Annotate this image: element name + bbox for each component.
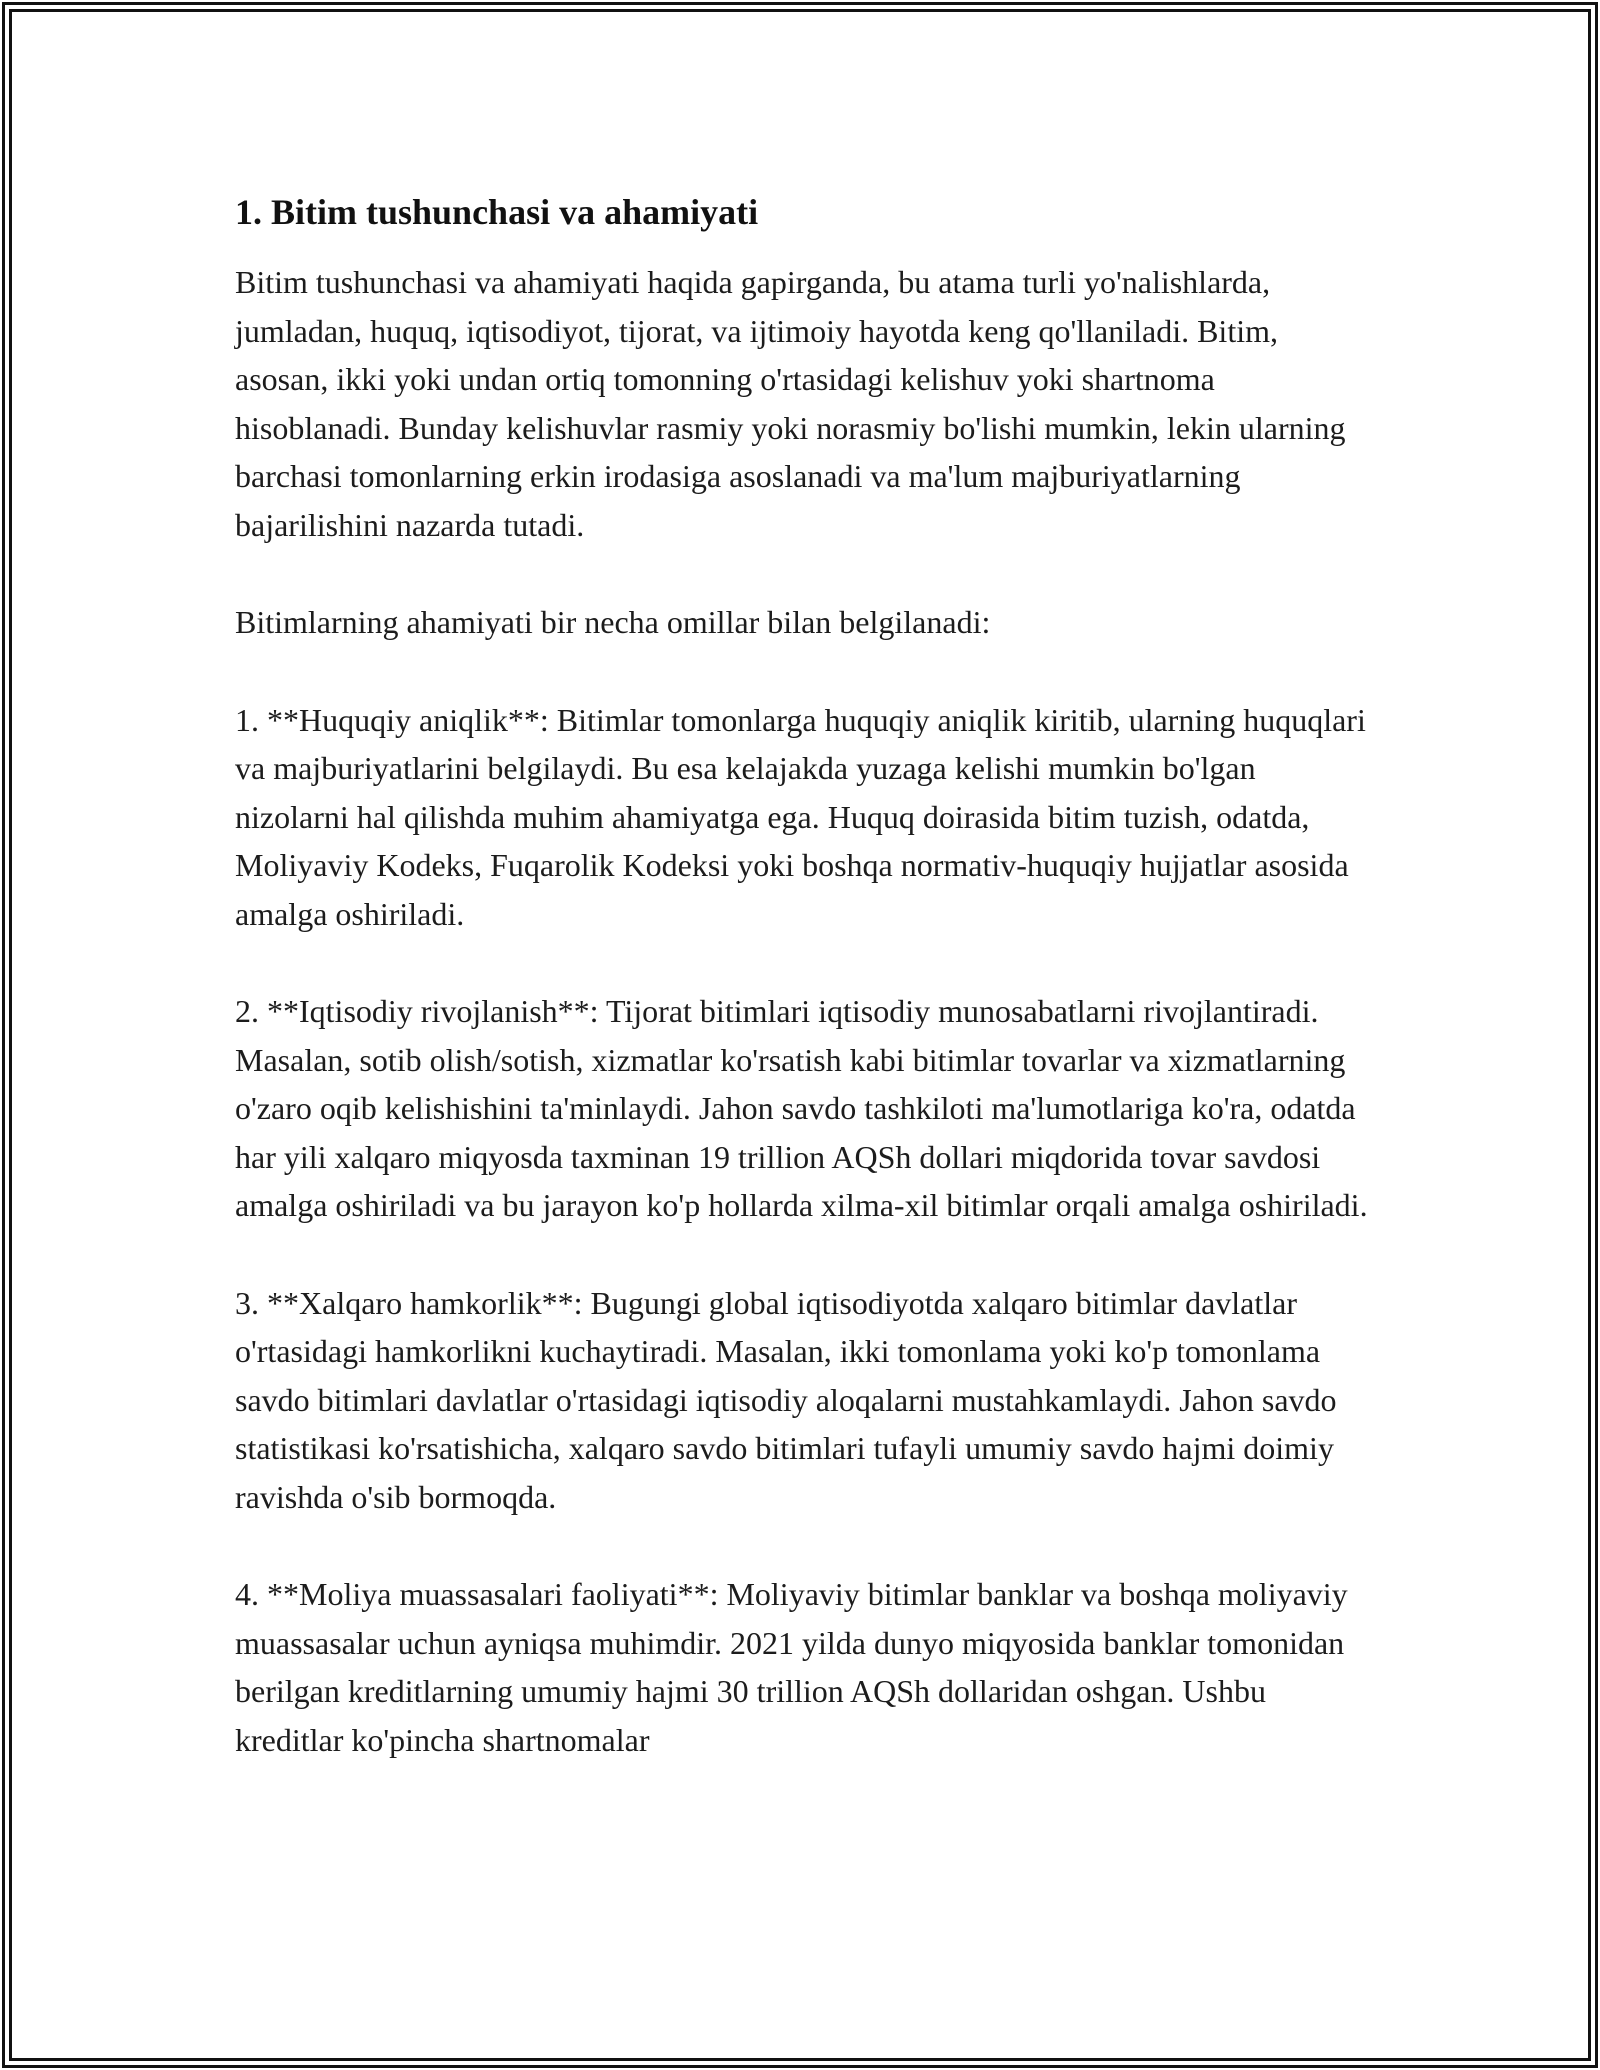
paragraph-definition: Bitim tushunchasi va ahamiyati haqida gapirganda, bu atama turli yo'nalishlarda, jumladan, huquq, iqtisodiyot, tijorat, va ijtimoiy hayotda keng qo'llaniladi. Bitim, asosan, ikki yoki undan ortiq tomonning o'rtasidagi kelishuv yoki shartnoma hisoblanadi. Bunday kelishuvlar rasmiy yoki norasmiy bo'lishi mumkin, lekin ularning barchasi tomonlarning erkin irodasiga asoslanadi va ma'lum majburiyatlarning bajarilishini nazarda tutadi.: [235, 264, 1346, 543]
paragraph-importance-intro: Bitimlarning ahamiyati bir necha omillar bilan belgilanadi:: [235, 604, 991, 640]
document-body: [235, 188, 1370, 1813]
list-item-financial-institutions: 4. **Moliya muassasalari faoliyati**: Moliyaviy bitimlar banklar va boshqa moliyaviy muassasalar uchun ayniqsa muhimdir. 2021 yilda dunyo miqyosida banklar tomonidan berilgan kreditlarning umumiy hajmi 30 trillion AQSh dollaridan oshgan. Ushbu kreditlar ko'pincha shartnomalar: [235, 1576, 1348, 1758]
list-item-legal-clarity: 1. **Huquqiy aniqlik**: Bitimlar tomonlarga huquqiy aniqlik kiritib, ularning huquqlari va majburiyatlarini belgilaydi. Bu esa kelajakda yuzaga kelishi mumkin bo'lgan nizolarni hal qilishda muhim ahamiyatga ega. Huquq doirasida bitim tuzish, odatda, Moliyaviy Kodeks, Fuqarolik Kodeksi yoki boshqa normativ-huquqiy hujjatlar asosida amalga oshiriladi.: [235, 701, 1366, 932]
section-heading: 1. Bitim tushunchasi va ahamiyati: [235, 192, 759, 232]
list-item-international-cooperation: 3. **Xalqaro hamkorlik**: Bugungi global iqtisodiyotda xalqaro bitimlar davlatlar o'rtasidagi hamkorlikni kuchaytiradi. Masalan, ikki tomonlama yoki ko'p tomonlama savdo bitimlari davlatlar o'rtasidagi iqtisodiy aloqalarni mustahkamlaydi. Jahon savdo statistikasi ko'rsatishicha, xalqaro savdo bitimlari tufayli umumiy savdo hajmi doimiy ravishda o'sib bormoqda.: [235, 1284, 1337, 1515]
list-item-economic-development: 2. **Iqtisodiy rivojlanish**: Tijorat bitimlari iqtisodiy munosabatlarni rivojlantiradi. Masalan, sotib olish/sotish, xizmatlar ko'rsatish kabi bitimlar tovarlar va xizmatlarning o'zaro oqib kelishishini ta'minlaydi. Jahon savdo tashkiloti ma'lumotlariga ko'ra, odatda har yili xalqaro miqyosda taxminan 19 trillion AQSh dollari miqdorida tovar savdosi amalga oshiriladi va bu jarayon ko'p hollarda xilma-xil bitimlar orqali amalga oshiriladi.: [235, 993, 1368, 1223]
